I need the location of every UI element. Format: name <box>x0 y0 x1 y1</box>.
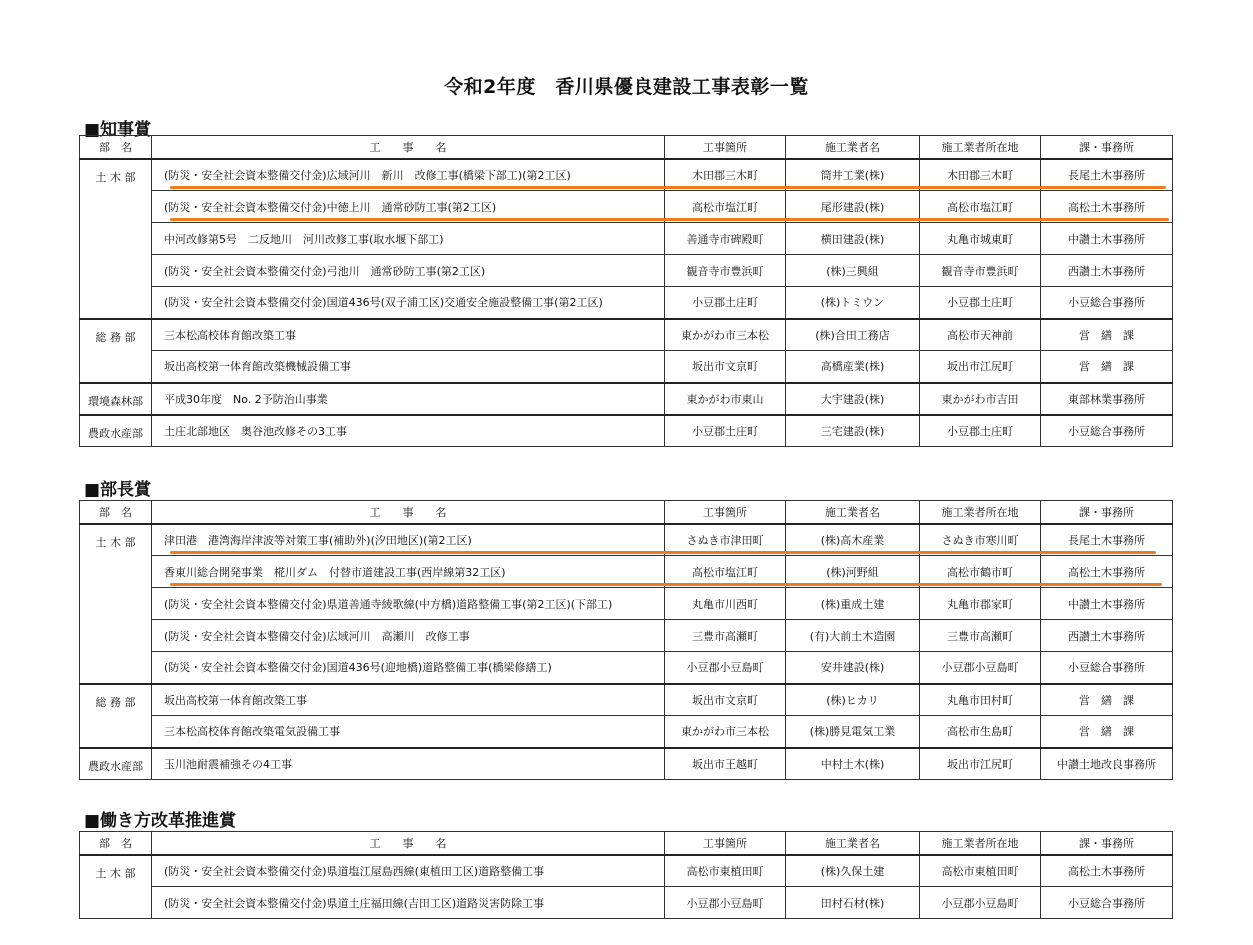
table-row <box>80 255 1173 287</box>
award-table <box>79 135 1173 447</box>
highlight-underline <box>170 551 1156 554</box>
work-name-cell: (防災・安全社会資本整備交付金)県道塩江屋島西線(東植田工区)道路整備工事 <box>152 855 665 887</box>
office-cell: 高松土木事務所 <box>1041 191 1173 223</box>
section-heading: ■知事賞 <box>84 120 152 140</box>
page-title: 令和2年度 香川県優良建設工事表彰一覧 <box>444 76 809 98</box>
work-name-cell: 中河改修第5号 二反地川 河川改修工事(取水堰下部工) <box>152 223 665 255</box>
contractor-cell: (株)久保土建 <box>786 855 920 887</box>
office-cell: 高松土木事務所 <box>1041 556 1173 588</box>
work-name-cell: (防災・安全社会資本整備交付金)県道善通寺綾歌線(中方橋)道路整備工事(第2工区)(下部工) <box>152 588 665 620</box>
office-cell: 営 繕 課 <box>1041 351 1173 383</box>
location-cell: 高松市塩江町 <box>665 191 786 223</box>
department-cell: 農政水産部 <box>80 748 152 780</box>
column-header-location: 工事箇所 <box>665 501 786 524</box>
location-cell: 東かがわ市東山 <box>665 383 786 415</box>
table-row <box>80 855 1173 887</box>
contractor-cell: (株)三興組 <box>786 255 920 287</box>
contractor-cell: (株)勝見電気工業 <box>786 716 920 748</box>
contractor-address-cell: 高松市生島町 <box>920 716 1041 748</box>
office-cell: 営 繕 課 <box>1041 716 1173 748</box>
office-cell: 西讃土木事務所 <box>1041 255 1173 287</box>
work-name-cell: (防災・安全社会資本整備交付金)県道土庄福田線(吉田工区)道路災害防除工事 <box>152 887 665 919</box>
work-name-cell: (防災・安全社会資本整備交付金)広域河川 高瀬川 改修工事 <box>152 620 665 652</box>
department-cell: 環境森林部 <box>80 383 152 415</box>
work-name-cell: (防災・安全社会資本整備交付金)国道436号(双子浦工区)交通安全施設整備工事(第2工区) <box>152 287 665 319</box>
contractor-address-cell: さぬき市寒川町 <box>920 524 1041 556</box>
table-row <box>80 415 1173 447</box>
location-cell: 坂出市文京町 <box>665 351 786 383</box>
work-name-cell: 平成30年度 No. 2予防治山事業 <box>152 383 665 415</box>
office-cell: 中讃土木事務所 <box>1041 223 1173 255</box>
location-cell: 坂出市文京町 <box>665 684 786 716</box>
contractor-cell: (株)合田工務店 <box>786 319 920 351</box>
table-header-row <box>80 501 1173 524</box>
location-cell: 小豆郡小豆島町 <box>665 887 786 919</box>
department-cell: 総 務 部 <box>80 684 152 748</box>
work-name-cell: 坂出高校第一体育館改築工事 <box>152 684 665 716</box>
office-cell: 営 繕 課 <box>1041 684 1173 716</box>
column-header-department: 部 名 <box>80 832 152 855</box>
highlight-underline <box>170 186 1166 189</box>
column-header-contractor: 施工業者名 <box>786 136 920 159</box>
contractor-cell: (有)大前土木造園 <box>786 620 920 652</box>
table-row <box>80 887 1173 919</box>
contractor-cell: 横田建設(株) <box>786 223 920 255</box>
column-header-work-name: 工 事 名 <box>152 832 665 855</box>
contractor-address-cell: 高松市天神前 <box>920 319 1041 351</box>
contractor-address-cell: 高松市鶴市町 <box>920 556 1041 588</box>
location-cell: 東かがわ市三本松 <box>665 716 786 748</box>
contractor-address-cell: 丸亀市田村町 <box>920 684 1041 716</box>
table-header-row <box>80 136 1173 159</box>
department-cell: 土 木 部 <box>80 855 152 919</box>
contractor-cell: 尾形建設(株) <box>786 191 920 223</box>
contractor-address-cell: 小豆郡土庄町 <box>920 287 1041 319</box>
office-cell: 小豆総合事務所 <box>1041 415 1173 447</box>
contractor-address-cell: 坂出市江尻町 <box>920 748 1041 780</box>
contractor-cell: (株)トミウン <box>786 287 920 319</box>
contractor-cell: 筒井工業(株) <box>786 159 920 191</box>
office-cell: 中讃土木事務所 <box>1041 588 1173 620</box>
location-cell: 小豆郡土庄町 <box>665 287 786 319</box>
column-header-office: 課・事務所 <box>1041 501 1173 524</box>
table-row <box>80 287 1173 319</box>
table-row <box>80 319 1173 351</box>
location-cell: 三豊市高瀬町 <box>665 620 786 652</box>
table-row <box>80 716 1173 748</box>
contractor-cell: 中村土木(株) <box>786 748 920 780</box>
column-header-location: 工事箇所 <box>665 136 786 159</box>
department-cell: 総 務 部 <box>80 319 152 383</box>
section-heading: ■働き方改革推進賞 <box>84 811 237 831</box>
office-cell: 長尾土木事務所 <box>1041 524 1173 556</box>
contractor-address-cell: 丸亀市郡家町 <box>920 588 1041 620</box>
contractor-cell: 三宅建設(株) <box>786 415 920 447</box>
contractor-address-cell: 高松市塩江町 <box>920 191 1041 223</box>
work-name-cell: (防災・安全社会資本整備交付金)弓池川 通常砂防工事(第2工区) <box>152 255 665 287</box>
award-table <box>79 500 1173 780</box>
work-name-cell: 三本松高校体育館改築工事 <box>152 319 665 351</box>
department-cell: 土 木 部 <box>80 159 152 319</box>
table-row <box>80 223 1173 255</box>
contractor-cell: 高橋産業(株) <box>786 351 920 383</box>
department-cell: 土 木 部 <box>80 524 152 684</box>
table-row <box>80 652 1173 684</box>
column-header-work-name: 工 事 名 <box>152 501 665 524</box>
table-row <box>80 748 1173 780</box>
contractor-address-cell: 三豊市高瀬町 <box>920 620 1041 652</box>
location-cell: 坂出市王越町 <box>665 748 786 780</box>
section-heading: ■部長賞 <box>84 480 152 500</box>
office-cell: 西讃土木事務所 <box>1041 620 1173 652</box>
office-cell: 小豆総合事務所 <box>1041 287 1173 319</box>
office-cell: 小豆総合事務所 <box>1041 652 1173 684</box>
column-header-location: 工事箇所 <box>665 832 786 855</box>
table-row <box>80 351 1173 383</box>
work-name-cell: 土庄北部地区 奥谷池改修その3工事 <box>152 415 665 447</box>
table-row <box>80 620 1173 652</box>
contractor-cell: 安井建設(株) <box>786 652 920 684</box>
work-name-cell: 坂出高校第一体育館改築機械設備工事 <box>152 351 665 383</box>
contractor-cell: 田村石材(株) <box>786 887 920 919</box>
column-header-contractor-address: 施工業者所在地 <box>920 136 1041 159</box>
work-name-cell: 三本松高校体育館改築電気設備工事 <box>152 716 665 748</box>
location-cell: 高松市塩江町 <box>665 556 786 588</box>
contractor-cell: (株)高木産業 <box>786 524 920 556</box>
location-cell: 木田郡三木町 <box>665 159 786 191</box>
department-cell: 農政水産部 <box>80 415 152 447</box>
work-name-cell: 玉川池耐震補強その4工事 <box>152 748 665 780</box>
contractor-address-cell: 小豆郡土庄町 <box>920 415 1041 447</box>
location-cell: 高松市東植田町 <box>665 855 786 887</box>
table-row <box>80 383 1173 415</box>
contractor-address-cell: 観音寺市豊浜町 <box>920 255 1041 287</box>
office-cell: 長尾土木事務所 <box>1041 159 1173 191</box>
location-cell: 東かがわ市三本松 <box>665 319 786 351</box>
office-cell: 小豆総合事務所 <box>1041 887 1173 919</box>
office-cell: 中讃土地改良事務所 <box>1041 748 1173 780</box>
column-header-office: 課・事務所 <box>1041 136 1173 159</box>
work-name-cell: (防災・安全社会資本整備交付金)中徳上川 通常砂防工事(第2工区) <box>152 191 665 223</box>
location-cell: 丸亀市川西町 <box>665 588 786 620</box>
office-cell: 高松土木事務所 <box>1041 855 1173 887</box>
column-header-contractor: 施工業者名 <box>786 832 920 855</box>
office-cell: 東部林業事務所 <box>1041 383 1173 415</box>
contractor-address-cell: 丸亀市城東町 <box>920 223 1041 255</box>
contractor-cell: (株)河野組 <box>786 556 920 588</box>
office-cell: 営 繕 課 <box>1041 319 1173 351</box>
table-row <box>80 588 1173 620</box>
highlight-underline <box>170 583 1162 586</box>
column-header-office: 課・事務所 <box>1041 832 1173 855</box>
location-cell: さぬき市津田町 <box>665 524 786 556</box>
work-name-cell: 香東川総合開発事業 椛川ダム 付替市道建設工事(西岸線第32工区) <box>152 556 665 588</box>
location-cell: 小豆郡土庄町 <box>665 415 786 447</box>
contractor-cell: 大宇建設(株) <box>786 383 920 415</box>
work-name-cell: (防災・安全社会資本整備交付金)国道436号(迎地橋)道路整備工事(橋梁修繕工) <box>152 652 665 684</box>
location-cell: 小豆郡小豆島町 <box>665 652 786 684</box>
contractor-address-cell: 小豆郡小豆島町 <box>920 652 1041 684</box>
table-header-row <box>80 832 1173 855</box>
location-cell: 善通寺市碑殿町 <box>665 223 786 255</box>
column-header-work-name: 工 事 名 <box>152 136 665 159</box>
work-name-cell: 津田港 港湾海岸津波等対策工事(補助外)(汐田地区)(第2工区) <box>152 524 665 556</box>
award-table <box>79 831 1173 919</box>
column-header-contractor-address: 施工業者所在地 <box>920 501 1041 524</box>
contractor-cell: (株)重成土建 <box>786 588 920 620</box>
contractor-address-cell: 高松市東植田町 <box>920 855 1041 887</box>
location-cell: 観音寺市豊浜町 <box>665 255 786 287</box>
table-row <box>80 684 1173 716</box>
contractor-cell: (株)ヒカリ <box>786 684 920 716</box>
column-header-contractor: 施工業者名 <box>786 501 920 524</box>
column-header-contractor-address: 施工業者所在地 <box>920 832 1041 855</box>
column-header-department: 部 名 <box>80 501 152 524</box>
contractor-address-cell: 東かがわ市吉田 <box>920 383 1041 415</box>
column-header-department: 部 名 <box>80 136 152 159</box>
work-name-cell: (防災・安全社会資本整備交付金)広域河川 新川 改修工事(橋梁下部工)(第2工区) <box>152 159 665 191</box>
contractor-address-cell: 木田郡三木町 <box>920 159 1041 191</box>
contractor-address-cell: 坂出市江尻町 <box>920 351 1041 383</box>
highlight-underline <box>170 218 1169 221</box>
contractor-address-cell: 小豆郡小豆島町 <box>920 887 1041 919</box>
